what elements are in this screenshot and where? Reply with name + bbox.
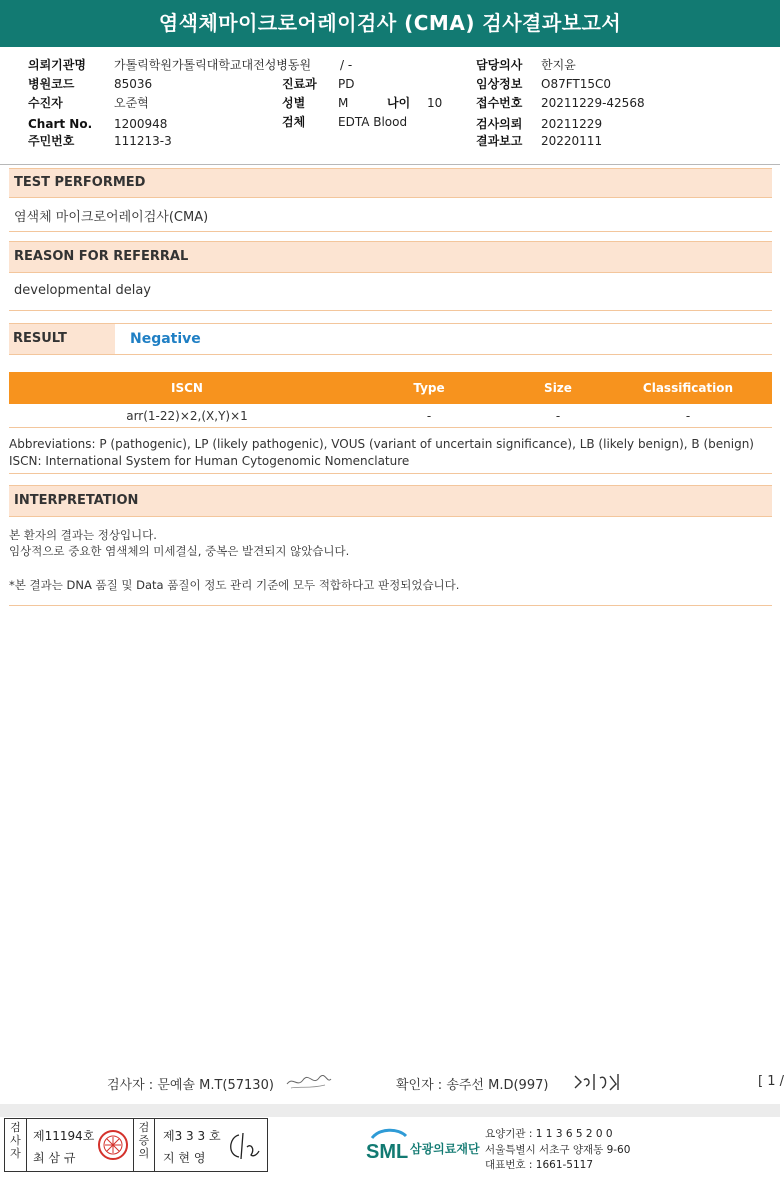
certification-box [4, 1118, 268, 1172]
tester-license: 제11194호 [33, 1129, 95, 1143]
interpretation-line-1: 본 환자의 결과는 정상입니다. [9, 528, 157, 542]
interpretation-heading: INTERPRETATION [9, 485, 772, 517]
dept-label: 진료과 [282, 77, 317, 91]
reviewer-name: 지 현 영 [163, 1151, 206, 1165]
request-label: 검사의뢰 [476, 117, 523, 131]
sml-logo-text: SML [366, 1141, 409, 1163]
ward-value: / - [340, 58, 353, 72]
column-header-classification: Classification [642, 381, 734, 395]
section-divider [9, 473, 772, 474]
clinical-label: 임상정보 [476, 77, 523, 91]
hospital-code-value: 85036 [114, 77, 153, 91]
tester-name: 최 삼 규 [33, 1151, 76, 1165]
iscn-table-header [9, 372, 772, 404]
confirmer-signature-label: 확인자 : 송주선 M.D(997) [396, 1078, 549, 1093]
dept-value: PD [338, 77, 355, 91]
doctor-value: 한지윤 [541, 58, 576, 72]
table-row [9, 404, 772, 428]
receipt-value: 20211229-42568 [541, 96, 645, 110]
sml-logo-icon [366, 1126, 410, 1166]
tester-signature-label: 검사자 : 문예솔 M.T(57130) [107, 1078, 274, 1093]
organization-name: 삼광의료재단 [410, 1142, 480, 1156]
result-label: RESULT [9, 324, 115, 354]
address: 서울특별시 서초구 양재동 9-60 [485, 1144, 631, 1156]
sex-label: 성별 [282, 96, 306, 110]
tester-vertical-label [5, 1119, 27, 1171]
receipt-label: 접수번호 [476, 96, 523, 110]
quality-note: *본 결과는 DNA 품질 및 Data 품질이 정도 관리 기준에 모두 적합하다고 판정되었습니다. [9, 578, 460, 592]
phone-number: 대표번호 : 1661-5117 [485, 1159, 594, 1171]
report-date-value: 20220111 [541, 134, 603, 148]
reviewer-license: 제3 3 3 호 [163, 1129, 221, 1143]
rrn-value: 111213-3 [114, 134, 172, 148]
size-cell: - [555, 409, 561, 423]
chart-value: 1200948 [114, 117, 168, 131]
column-header-iscn: ISCN [171, 381, 203, 395]
section-divider [9, 231, 772, 232]
request-value: 20211229 [541, 117, 603, 131]
reviewer-signature-image [225, 1129, 261, 1163]
section-divider [9, 310, 772, 311]
specimen-value: EDTA Blood [338, 115, 408, 129]
column-header-type: Type [413, 381, 445, 395]
test-performed-value: 염색체 마이크로어레이검사(CMA) [14, 210, 209, 225]
report-date-label: 결과보고 [476, 134, 523, 148]
chart-label: Chart No. [28, 117, 93, 131]
classification-cell: - [685, 409, 691, 423]
header-divider [0, 164, 780, 165]
confirmer-signature-image [572, 1070, 624, 1094]
age-label: 나이 [387, 96, 411, 110]
hospital-code-label: 병원코드 [28, 77, 75, 91]
tester-role: 검사자 [10, 1121, 21, 1160]
result-row [9, 323, 772, 355]
section-divider [9, 605, 772, 606]
reviewer-vertical-label [133, 1119, 155, 1171]
interpretation-line-2: 임상적으로 중요한 염색체의 미세결실, 중복은 발견되지 않았습니다. [9, 544, 350, 558]
doctor-label: 담당의사 [476, 58, 523, 72]
specimen-label: 검체 [282, 115, 306, 129]
page-indicator: [ 1 / [758, 1074, 784, 1089]
footer-separator [0, 1104, 780, 1117]
patient-value: 오준혁 [114, 96, 149, 110]
reviewer-role: 검증의 [138, 1121, 150, 1160]
rrn-label: 주민번호 [28, 134, 75, 148]
institution-label: 의뢰기관명 [28, 58, 86, 72]
test-performed-heading: TEST PERFORMED [9, 168, 772, 198]
clinical-value: O87FT15C0 [541, 77, 612, 91]
referral-heading: REASON FOR REFERRAL [9, 241, 772, 273]
institution-value: 가톨릭학원가톨릭대학교대전성병동원 [114, 58, 312, 72]
type-cell: - [426, 409, 432, 423]
official-seal [97, 1129, 129, 1161]
sex-value: M [338, 96, 349, 110]
result-value: Negative [130, 331, 201, 347]
abbreviations-line: Abbreviations: P (pathogenic), LP (likely pathogenic), VOUS (variant of uncertain significance), LB (likely benign), B (benign) [9, 437, 754, 451]
iscn-cell: arr(1-22)×2,(X,Y)×1 [126, 409, 248, 423]
column-header-size: Size [544, 381, 572, 395]
tester-signature-image [285, 1070, 333, 1092]
age-value: 10 [427, 96, 443, 110]
referral-value: developmental delay [14, 283, 151, 298]
institution-code: 요양기관 : 1 1 3 6 5 2 0 0 [485, 1128, 613, 1140]
patient-label: 수진자 [28, 96, 63, 110]
iscn-definition-line: ISCN: International System for Human Cytogenomic Nomenclature [9, 454, 410, 468]
report-title: 염색체마이크로어레이검사 (CMA) 검사결과보고서 [0, 0, 780, 47]
